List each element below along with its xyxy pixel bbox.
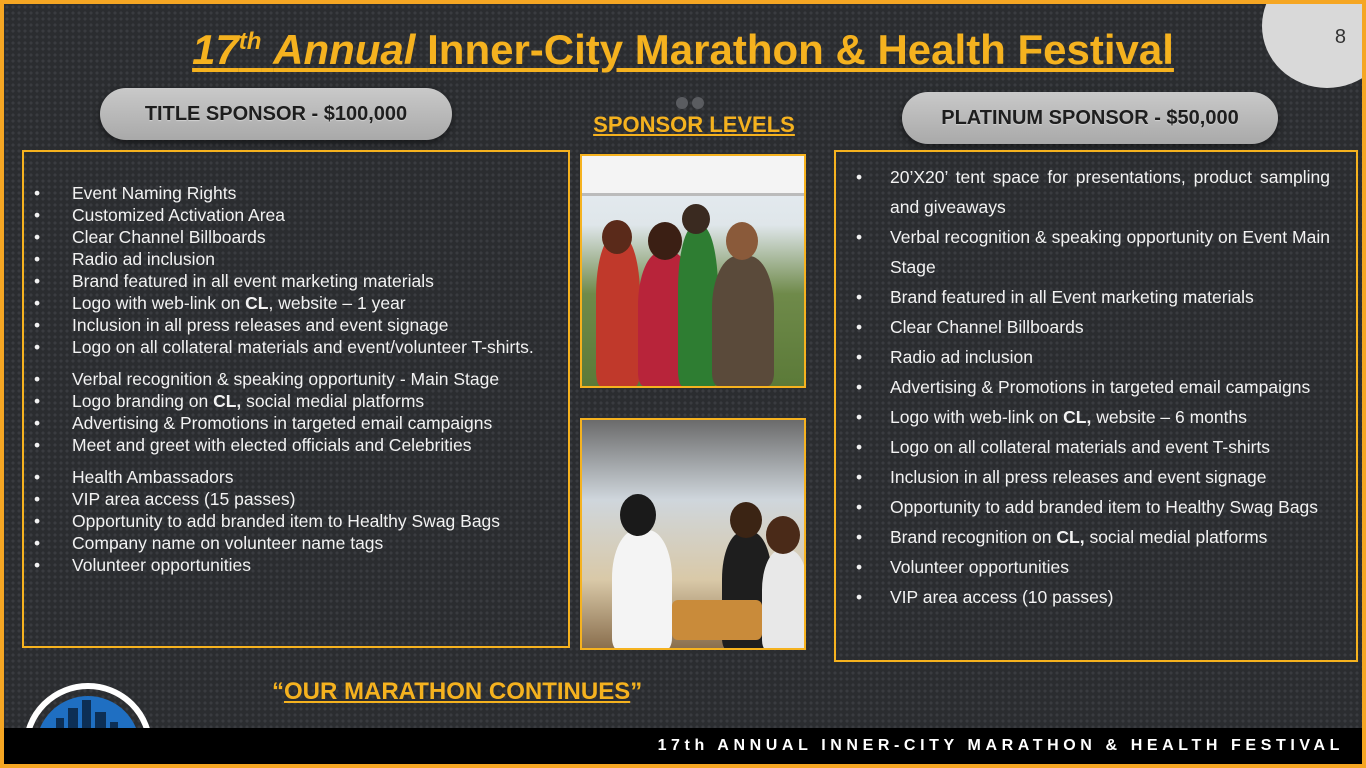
quote-close: ” bbox=[630, 678, 643, 705]
footer-bar bbox=[4, 728, 1362, 764]
title-rest: Inner-City Marathon & Health Festival bbox=[427, 26, 1174, 73]
benefit-item: • Company name on volunteer name tags bbox=[30, 532, 562, 554]
benefit-item: • Logo with web-link on CL, website – 1 year bbox=[30, 292, 562, 314]
title-annual: Annual bbox=[273, 26, 416, 73]
quote-open: “ bbox=[272, 678, 284, 705]
benefit-item: • Advertising & Promotions in targeted email campaigns bbox=[848, 372, 1330, 402]
benefit-item: • Clear Channel Billboards bbox=[30, 226, 562, 248]
benefit-item: • Logo on all collateral materials and event T-shirts bbox=[848, 432, 1330, 462]
sponsor-levels-heading: SPONSOR LEVELS bbox=[593, 112, 795, 137]
benefit-item: • Verbal recognition & speaking opportunity on Event Main Stage bbox=[848, 222, 1330, 282]
benefit-item: • Event Naming Rights bbox=[30, 182, 562, 204]
benefit-item: • Logo branding on CL, social medial platforms bbox=[30, 390, 562, 412]
benefit-item: • Meet and greet with elected officials and Celebrities bbox=[30, 434, 562, 456]
benefit-item: • Logo on all collateral materials and event/volunteer T-shirts. bbox=[30, 336, 562, 358]
benefit-item: • Inclusion in all press releases and event signage bbox=[848, 462, 1330, 492]
page-number: 8 bbox=[1334, 26, 1346, 48]
marathon-quote bbox=[272, 678, 642, 706]
slide bbox=[4, 4, 1362, 764]
benefit-item: • 20’X20’ tent space for presentations, product sampling and giveaways bbox=[848, 162, 1330, 222]
title-sponsor-benefits-box bbox=[22, 150, 570, 648]
page-title bbox=[4, 26, 1362, 74]
benefit-item: • Opportunity to add branded item to Healthy Swag Bags bbox=[848, 492, 1330, 522]
event-photo-registration bbox=[580, 154, 806, 388]
benefit-item: • Brand recognition on CL, social medial platforms bbox=[848, 522, 1330, 552]
benefit-item: • Inclusion in all press releases and event signage bbox=[30, 314, 562, 336]
benefit-item: • Logo with web-link on CL, website – 6 months bbox=[848, 402, 1330, 432]
event-photo-food-sampling bbox=[580, 418, 806, 650]
benefit-item: • Radio ad inclusion bbox=[848, 342, 1330, 372]
benefit-item: • Clear Channel Billboards bbox=[848, 312, 1330, 342]
title-sponsor-benefits-list bbox=[30, 182, 562, 576]
benefit-item: • Customized Activation Area bbox=[30, 204, 562, 226]
benefit-item: • Advertising & Promotions in targeted email campaigns bbox=[30, 412, 562, 434]
quote-text: OUR MARATHON CONTINUES bbox=[284, 678, 631, 705]
platinum-sponsor-benefits-list bbox=[848, 162, 1330, 612]
benefit-item: • Verbal recognition & speaking opportunity - Main Stage bbox=[30, 368, 562, 390]
title-sponsor-label: TITLE SPONSOR - $100,000 bbox=[100, 88, 452, 140]
benefit-item: • VIP area access (15 passes) bbox=[30, 488, 562, 510]
title-ordinal: 17 bbox=[192, 26, 239, 73]
benefit-item: • Volunteer opportunities bbox=[30, 554, 562, 576]
footer-text: 17th ANNUAL INNER-CITY MARATHON & HEALTH FESTIVAL bbox=[657, 737, 1344, 754]
title-ordinal-suffix: th bbox=[238, 28, 262, 55]
benefit-item: • Volunteer opportunities bbox=[848, 552, 1330, 582]
benefit-item: • Radio ad inclusion bbox=[30, 248, 562, 270]
benefit-item: • VIP area access (10 passes) bbox=[848, 582, 1330, 612]
platinum-sponsor-label: PLATINUM SPONSOR - $50,000 bbox=[902, 92, 1278, 144]
benefit-item: • Opportunity to add branded item to Healthy Swag Bags bbox=[30, 510, 562, 532]
benefit-item: • Health Ambassadors bbox=[30, 466, 562, 488]
benefit-item: • Brand featured in all Event marketing materials bbox=[848, 282, 1330, 312]
platinum-sponsor-benefits-box bbox=[834, 150, 1358, 662]
benefit-item: • Brand featured in all event marketing materials bbox=[30, 270, 562, 292]
